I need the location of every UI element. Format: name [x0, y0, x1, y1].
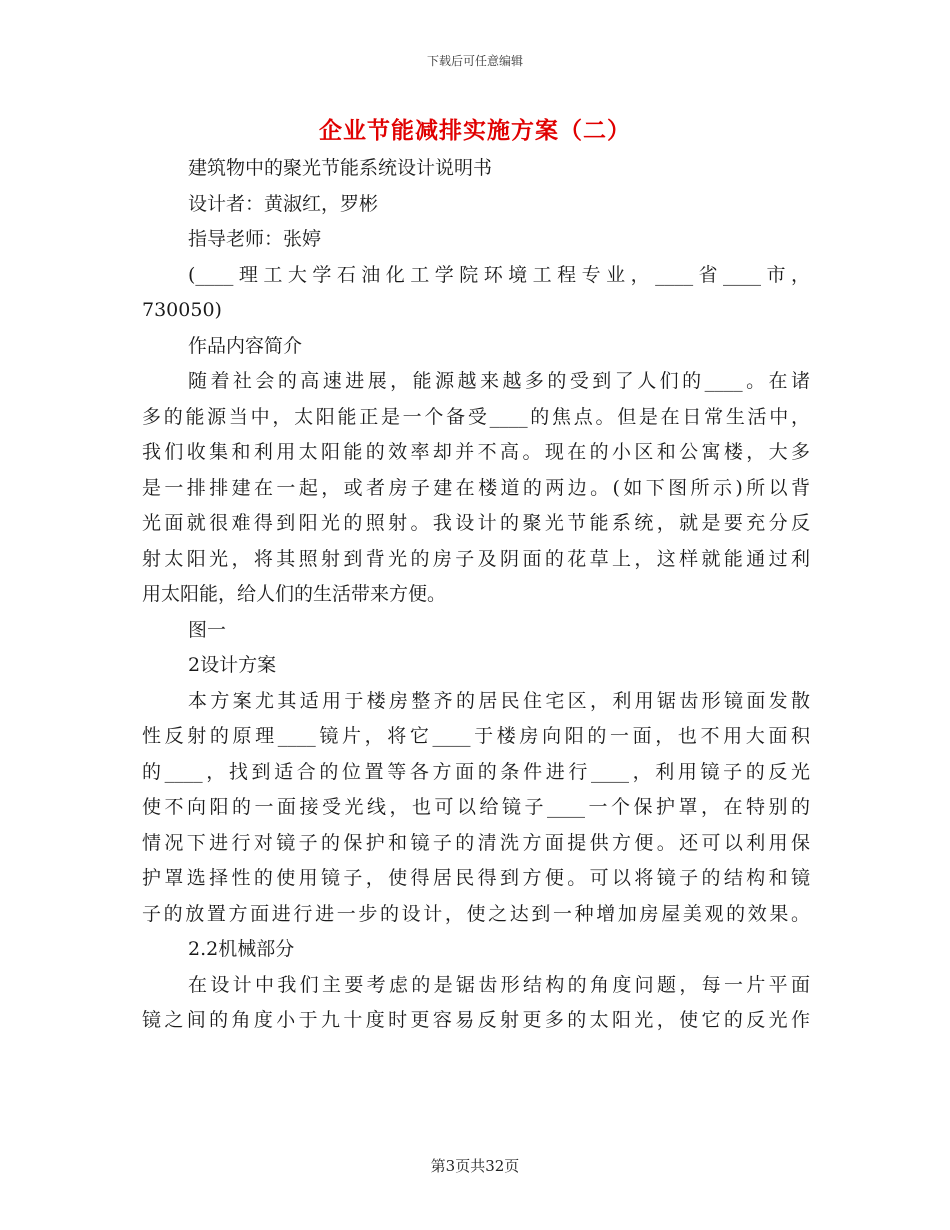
document-title: 企业节能减排实施方案（二）: [319, 117, 631, 144]
paragraph-line: 本方案尤其适用于楼房整齐的居民住宅区，利用锯齿形镜面发散: [188, 689, 810, 712]
subtitle-line: 建筑物中的聚光节能系统设计说明书: [188, 157, 493, 179]
paragraph-line: 护罩选择性的使用镜子，使得居民得到方便。可以将镜子的结构和镜: [142, 867, 810, 889]
document-body: [142, 151, 810, 1039]
designer-line: 设计者：黄淑红，罗彬: [188, 192, 379, 215]
paragraph-line: 光面就很难得到阳光的照射。我设计的聚光节能系统，就是要充分反: [142, 512, 810, 534]
paragraph-line: 在设计中我们主要考虑的是锯齿形结构的角度问题，每一片平面: [188, 973, 810, 996]
advisor-line: 指导老师：张婷: [188, 228, 322, 250]
paragraph-line: 随着社会的高速进展，能源越来越多的受到了人们的____。在诸: [188, 370, 810, 392]
paragraph-line: 多的能源当中，太阳能正是一个备受____的焦点。但是在日常生活中，: [142, 405, 810, 428]
postcode-line: 730050): [142, 299, 222, 321]
paragraph-line: 是一排排建在一起，或者房子建在楼道的两边。(如下图所示)所以背: [142, 476, 810, 499]
paragraph-line: 使不向阳的一面接受光线，也可以给镜子____一个保护罩，在特别的: [142, 796, 810, 818]
page-header-note: 下载后可任意编辑: [426, 54, 523, 68]
paragraph-line: 子的放置方面进行进一步的设计，使之达到一种增加房屋美观的效果。: [142, 902, 810, 925]
page-footer-number: 第3页共32页: [430, 1157, 520, 1175]
paragraph-line: 性反射的原理____镜片，将它____于楼房向阳的一面，也不用大面积: [142, 725, 810, 747]
paragraph-line: 射太阳光，将其照射到背光的房子及阴面的花草上，这样就能通过利: [142, 547, 810, 570]
paragraph-line: 我们收集和利用太阳能的效率却并不高。现在的小区和公寓楼，大多: [142, 441, 810, 463]
paragraph-line: 的____，找到适合的位置等各方面的条件进行____，利用镜子的反光: [142, 760, 810, 783]
affiliation-line: (____理工大学石油化工学院环境工程专业，____省____市，: [188, 263, 810, 286]
subsection-heading: 2.2机械部分: [188, 938, 295, 960]
paragraph-line: 用太阳能，给人们的生活带来方便。: [142, 583, 447, 605]
paragraph-line: 镜之间的角度小于九十度时更容易反射更多的太阳光，使它的反光作: [142, 1009, 810, 1031]
figure-label: 图一: [188, 618, 227, 641]
section-heading: 2设计方案: [188, 654, 277, 676]
paragraph-line: 情况下进行对镜子的保护和镜子的清洗方面提供方便。还可以利用保: [142, 831, 810, 854]
section-heading: 作品内容简介: [188, 334, 303, 357]
